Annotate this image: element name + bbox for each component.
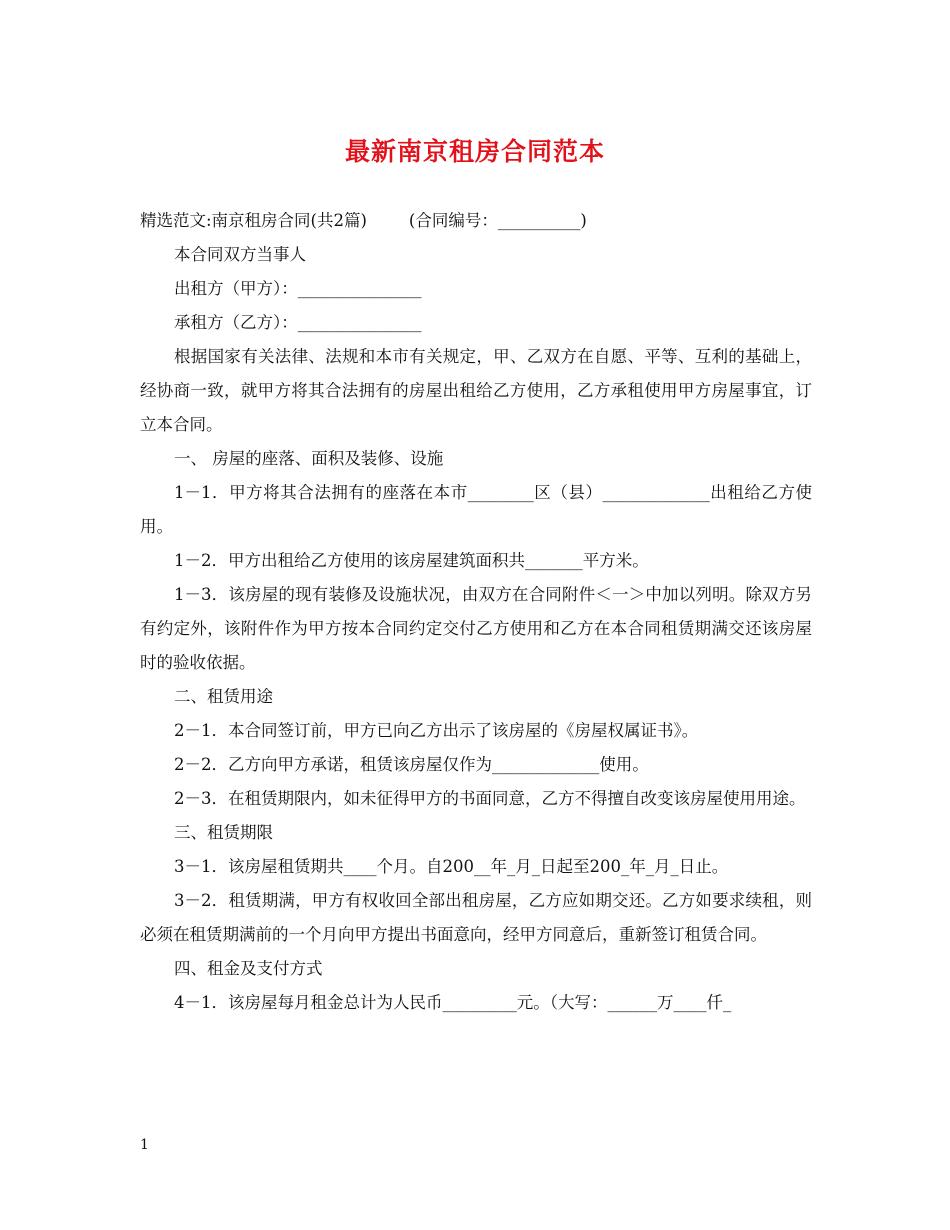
section-heading-4: 四、租金及支付方式	[174, 959, 323, 978]
clause-3-2: 3－2．租赁期满，甲方有权收回全部出租房屋，乙方应如期交还。乙方如要求续租，则必须在租赁期满前的一个月向甲方提出书面意向，经甲方同意后，重新签订租赁合同。	[140, 891, 812, 944]
lessor-line: 出租方（甲方）：_______________	[174, 279, 422, 298]
clause-3-1: 3－1．该房屋租赁期共____个月。自200__年_月_日起至200_年_月_日止。	[174, 857, 729, 876]
section-heading-2: 二、租赁用途	[174, 687, 273, 706]
header-line: 精选范文:南京租房合同(共2篇) (合同编号：__________)	[140, 211, 587, 230]
clause-1-2: 1－2．甲方出租给乙方使用的该房屋建筑面积共_______平方米。	[174, 551, 649, 570]
section-heading-3: 三、租赁期限	[174, 823, 273, 842]
clause-2-3: 2－3．在租赁期限内，如未征得甲方的书面同意，乙方不得擅自改变该房屋使用用途。	[174, 789, 806, 808]
clause-2-2: 2－2．乙方向甲方承诺，租赁该房屋仅作为_____________使用。	[174, 755, 649, 774]
document-body	[140, 204, 812, 1020]
clause-1-3: 1－3．该房屋的现有装修及设施状况，由双方在合同附件＜一＞中加以列明。除双方另有约定外，该附件作为甲方按本合同约定交付乙方使用和乙方在本合同租赁期满交还该房屋时的验收依据。	[140, 585, 812, 672]
lessee-line: 承租方（乙方）：_______________	[174, 313, 422, 332]
page-number: 1	[140, 1137, 149, 1153]
clause-2-1: 2－1．本合同签订前，甲方已向乙方出示了该房屋的《房屋权属证书》。	[174, 721, 699, 740]
clause-4-1: 4－1．该房屋每月租金总计为人民币_________元。（大写：______万____仟_	[174, 993, 732, 1012]
document-title: 最新南京租房合同范本	[344, 137, 605, 166]
parties-heading: 本合同双方当事人	[174, 245, 306, 264]
preamble-paragraph: 根据国家有关法律、法规和本市有关规定，甲、乙双方在自愿、平等、互利的基础上，经协商一致，就甲方将其合法拥有的房屋出租给乙方使用，乙方承租使用甲方房屋事宜，订立本合同。	[140, 347, 812, 434]
clause-1-1: 1－1．甲方将其合法拥有的座落在本市________区（县）_____________出租给乙方使用。	[140, 483, 812, 536]
section-heading-1: 一、 房屋的座落、面积及装修、设施	[174, 449, 444, 468]
